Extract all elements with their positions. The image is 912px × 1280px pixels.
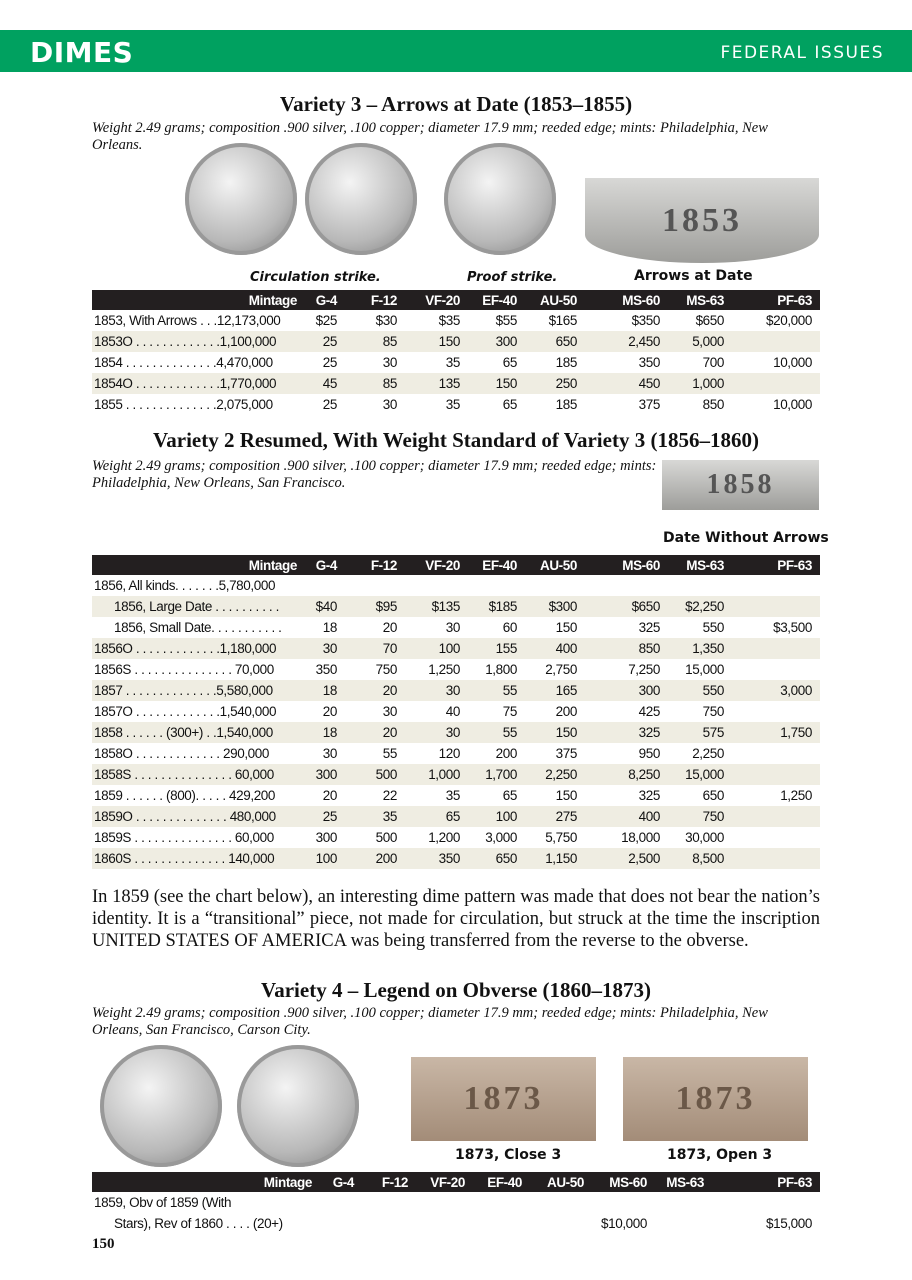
price-cell: $20,000: [766, 313, 812, 328]
price-cell: [525, 575, 585, 596]
table-row: [92, 659, 820, 680]
row-label: 1855 . . . . . . . . . . . . . .2,075,000: [94, 397, 273, 412]
price-cell: 2,500: [585, 848, 668, 869]
row-label: 1858 . . . . . . (300+) . .1,540,000: [92, 722, 305, 743]
price-cell: [405, 575, 468, 596]
price-cell: 120: [438, 746, 460, 761]
price-cell: 300: [468, 331, 525, 352]
column-header: AU-50: [525, 555, 585, 575]
price-cell: 18: [305, 680, 345, 701]
table-row: [92, 848, 820, 869]
price-cell: 250: [525, 373, 585, 394]
price-cell: 650: [702, 788, 724, 803]
price-cell: $15,000: [766, 1216, 812, 1231]
price-cell: 65: [502, 397, 517, 412]
closeup-date-without-arrows: [662, 460, 819, 510]
price-cell: 650: [468, 848, 525, 869]
price-cell: 15,000: [685, 662, 724, 677]
column-header: AU-50: [530, 1172, 592, 1192]
price-cell: 350: [315, 662, 337, 677]
price-cell: 350: [405, 848, 468, 869]
price-cell: 35: [445, 355, 460, 370]
price-cell: 2,250: [692, 746, 724, 761]
price-cell: 10,000: [773, 397, 812, 412]
price-cell: [530, 1192, 592, 1213]
row-label: 1856, Large Date . . . . . . . . . .: [92, 596, 305, 617]
table-row: [92, 394, 820, 415]
price-cell: [362, 1213, 416, 1234]
price-cell: 22: [382, 788, 397, 803]
price-cell: 30: [445, 620, 460, 635]
price-cell: 300: [305, 764, 345, 785]
price-cell: $650: [585, 596, 668, 617]
price-cell: 325: [585, 722, 668, 743]
price-cell: 750: [375, 662, 397, 677]
price-cell: 650: [525, 331, 585, 352]
closeup-date: 1873: [675, 1080, 756, 1117]
price-cell: [732, 827, 820, 848]
section-title: DIMES: [30, 36, 134, 69]
price-cell: 325: [638, 788, 660, 803]
price-cell: 25: [322, 355, 337, 370]
table-row: [92, 1192, 820, 1213]
price-cell: [473, 1192, 530, 1213]
price-cell: 325: [638, 620, 660, 635]
price-cell: 550: [702, 620, 724, 635]
price-cell: 425: [638, 704, 660, 719]
price-cell: 30: [305, 638, 345, 659]
price-cell: 100: [305, 848, 345, 869]
row-label: 1856, All kinds. . . . . . .5,780,000: [94, 578, 276, 593]
price-cell: 165: [525, 680, 585, 701]
column-header: G-4: [305, 555, 345, 575]
price-cell: 5,000: [668, 331, 732, 352]
price-cell: $30: [375, 313, 397, 328]
table-header-row: [92, 290, 820, 310]
price-cell: 15,000: [668, 764, 732, 785]
price-cell: $40: [305, 596, 345, 617]
price-cell: 25: [322, 397, 337, 412]
price-cell: 25: [305, 331, 345, 352]
price-cell: [320, 1192, 362, 1213]
price-cell: 20: [322, 704, 337, 719]
price-cell: $35: [438, 313, 460, 328]
price-cell: 185: [555, 397, 577, 412]
column-header: G-4: [320, 1172, 362, 1192]
price-cell: 450: [585, 373, 668, 394]
price-cell: 20: [382, 620, 397, 635]
variety4-spec: Weight 2.49 grams; composition .900 silver, .100 copper; diameter 17.9 mm; reeded edge; mints: Philadelphia, New Orleans, San Francisco, Carson City.: [92, 1005, 768, 1038]
table-row: [92, 764, 820, 785]
price-cell: 150: [405, 331, 468, 352]
table-header-row: [92, 555, 820, 575]
caption-arrows-at-date: Arrows at Date: [634, 268, 753, 284]
price-cell: 185: [555, 355, 577, 370]
price-cell: 7,250: [628, 662, 660, 677]
table-row: [92, 722, 820, 743]
table-row: [92, 638, 820, 659]
caption-date-without-arrows: Date Without Arrows: [663, 530, 829, 546]
column-header: Mintage: [92, 555, 305, 575]
price-cell: 30: [322, 746, 337, 761]
price-cell: 100: [468, 806, 525, 827]
price-cell: 2,750: [545, 662, 577, 677]
price-cell: 35: [345, 806, 405, 827]
variety3-price-table: [92, 290, 820, 415]
price-cell: [416, 1213, 473, 1234]
column-header: Mintage: [92, 290, 305, 310]
price-cell: 850: [702, 397, 724, 412]
row-label: 1853O . . . . . . . . . . . . .1,100,000: [92, 331, 305, 352]
price-cell: 950: [638, 746, 660, 761]
column-header: PF-63: [732, 290, 820, 310]
table-row: [92, 596, 820, 617]
price-cell: 65: [405, 806, 468, 827]
price-cell: [732, 638, 820, 659]
price-cell: 850: [585, 638, 668, 659]
price-cell: [732, 806, 820, 827]
column-header: VF-20: [405, 290, 468, 310]
price-cell: 500: [345, 764, 405, 785]
price-cell: [732, 701, 820, 722]
price-cell: [712, 1192, 820, 1213]
row-label: Stars), Rev of 1860 . . . . (20+): [114, 1216, 283, 1231]
caption-proof: Proof strike.: [467, 270, 558, 285]
price-cell: 300: [315, 830, 337, 845]
row-label: 1856, Small Date. . . . . . . . . . .: [114, 620, 282, 635]
price-cell: [592, 1192, 655, 1213]
table-row: [92, 575, 820, 596]
price-cell: 150: [525, 722, 585, 743]
price-cell: 1,000: [668, 373, 732, 394]
price-cell: 30: [382, 355, 397, 370]
row-label: 1859 . . . . . . (800). . . . . 429,200: [94, 788, 276, 803]
table-row: [92, 701, 820, 722]
price-cell: 200: [345, 848, 405, 869]
price-cell: 3,000: [732, 680, 820, 701]
variety2-price-table: [92, 555, 820, 869]
column-header: AU-50: [525, 290, 585, 310]
price-cell: [416, 1192, 473, 1213]
row-label: 1860S . . . . . . . . . . . . . . 140,000: [92, 848, 305, 869]
price-cell: 750: [702, 704, 724, 719]
price-cell: [732, 331, 820, 352]
column-header: MS-63: [655, 1172, 712, 1192]
variety2-title: Variety 2 Resumed, With Weight Standard of Variety 3 (1856–1860): [153, 428, 759, 452]
price-cell: 30: [382, 704, 397, 719]
column-header: MS-60: [592, 1172, 655, 1192]
price-cell: 375: [555, 746, 577, 761]
closeup-close-3: [411, 1057, 596, 1141]
price-cell: 100: [405, 638, 468, 659]
price-cell: 1,250: [780, 788, 812, 803]
caption-close-3: 1873, Close 3: [455, 1147, 562, 1163]
price-cell: 200: [555, 704, 577, 719]
price-cell: 1,350: [668, 638, 732, 659]
price-cell: 55: [382, 746, 397, 761]
price-cell: $300: [525, 596, 585, 617]
coin-reverse-circulation: [305, 143, 417, 255]
price-cell: $135: [405, 596, 468, 617]
price-cell: $650: [695, 313, 724, 328]
row-label: 1859, Obv of 1859 (With: [94, 1195, 232, 1210]
column-header: F-12: [362, 1172, 416, 1192]
column-header: EF-40: [473, 1172, 530, 1192]
closeup-date: 1873: [463, 1080, 544, 1117]
price-cell: 2,450: [585, 331, 668, 352]
price-cell: 20: [345, 680, 405, 701]
coin-obverse-proof: [444, 143, 556, 255]
column-header: Mintage: [92, 1172, 320, 1192]
price-cell: 30,000: [685, 830, 724, 845]
price-cell: [655, 1192, 712, 1213]
price-cell: [585, 575, 668, 596]
category-title: FEDERAL ISSUES: [720, 43, 884, 63]
variety2-spec: Weight 2.49 grams; composition .900 silver, .100 copper; diameter 17.9 mm; reeded edge; mints: Philadelphia, New Orleans, San Francisco.: [92, 458, 657, 491]
coin-obverse-circulation: [185, 143, 297, 255]
price-cell: [732, 764, 820, 785]
row-label: 1854O . . . . . . . . . . . . .1,770,000: [92, 373, 305, 394]
price-cell: 8,250: [585, 764, 668, 785]
price-cell: 150: [555, 620, 577, 635]
price-cell: [305, 575, 345, 596]
price-cell: 1,800: [485, 662, 517, 677]
price-cell: 750: [668, 806, 732, 827]
price-cell: 35: [445, 788, 460, 803]
row-label: 1858O . . . . . . . . . . . . . 290,000: [94, 746, 270, 761]
coin-reverse-variety4: [237, 1045, 359, 1167]
price-cell: 155: [468, 638, 525, 659]
column-header: PF-63: [712, 1172, 820, 1192]
price-cell: 300: [585, 680, 668, 701]
price-cell: 65: [502, 355, 517, 370]
price-cell: $350: [631, 313, 660, 328]
price-cell: [320, 1213, 362, 1234]
price-cell: 30: [405, 722, 468, 743]
price-cell: 10,000: [773, 355, 812, 370]
price-cell: 75: [502, 704, 517, 719]
price-cell: 70: [345, 638, 405, 659]
price-cell: 45: [305, 373, 345, 394]
table-row: [92, 617, 820, 638]
price-cell: 25: [305, 806, 345, 827]
price-cell: 150: [555, 788, 577, 803]
price-cell: 55: [468, 680, 525, 701]
closeup-date: 1853: [662, 201, 742, 239]
price-cell: $185: [468, 596, 525, 617]
price-cell: [362, 1192, 416, 1213]
price-cell: 575: [668, 722, 732, 743]
price-cell: 700: [702, 355, 724, 370]
price-cell: [345, 575, 405, 596]
price-cell: 1,700: [468, 764, 525, 785]
column-header: F-12: [345, 290, 405, 310]
price-cell: $165: [548, 313, 577, 328]
price-cell: 135: [405, 373, 468, 394]
price-cell: 20: [322, 788, 337, 803]
table-row: [92, 785, 820, 806]
row-label: 1857O . . . . . . . . . . . . .1,540,000: [94, 704, 277, 719]
variety4-price-table: [92, 1172, 820, 1234]
price-cell: 1,000: [405, 764, 468, 785]
price-cell: 30: [382, 397, 397, 412]
column-header: G-4: [305, 290, 345, 310]
variety4-title: Variety 4 – Legend on Obverse (1860–1873): [260, 978, 652, 1002]
row-label: 1853, With Arrows . . .12,173,000: [94, 313, 281, 328]
table-row: [92, 743, 820, 764]
price-cell: 85: [345, 331, 405, 352]
price-cell: 18: [322, 620, 337, 635]
price-cell: 150: [468, 373, 525, 394]
column-header: VF-20: [416, 1172, 473, 1192]
price-cell: 550: [668, 680, 732, 701]
price-cell: $10,000: [601, 1216, 647, 1231]
price-cell: 1,200: [428, 830, 460, 845]
price-cell: $3,500: [773, 620, 812, 635]
price-cell: [468, 575, 525, 596]
price-cell: 500: [375, 830, 397, 845]
price-cell: 65: [502, 788, 517, 803]
column-header: PF-63: [732, 555, 820, 575]
price-cell: 60: [502, 620, 517, 635]
variety3-spec: Weight 2.49 grams; composition .900 silver, .100 copper; diameter 17.9 mm; reeded edge; mints: Philadelphia, New Orleans.: [92, 120, 768, 153]
column-header: EF-40: [468, 555, 525, 575]
price-cell: [732, 848, 820, 869]
table-row: [92, 373, 820, 394]
price-cell: 85: [345, 373, 405, 394]
price-cell: 200: [495, 746, 517, 761]
price-cell: [530, 1213, 592, 1234]
price-cell: 18: [305, 722, 345, 743]
row-label: 1854 . . . . . . . . . . . . . .4,470,000: [94, 355, 273, 370]
variety3-title: Variety 3 – Arrows at Date (1853–1855): [279, 92, 633, 116]
closeup-arrows-at-date: [585, 178, 819, 263]
caption-circulation: Circulation strike.: [250, 270, 381, 285]
table-row: [92, 827, 820, 848]
row-label: 1857 . . . . . . . . . . . . . .5,580,000: [92, 680, 305, 701]
price-cell: 35: [445, 397, 460, 412]
price-cell: 1,250: [428, 662, 460, 677]
price-cell: 400: [525, 638, 585, 659]
row-label: 1859S . . . . . . . . . . . . . . . 60,000: [94, 830, 274, 845]
table-row: [92, 680, 820, 701]
price-cell: $25: [315, 313, 337, 328]
price-cell: [668, 575, 732, 596]
price-cell: 30: [405, 680, 468, 701]
page-number: 150: [92, 1236, 115, 1252]
price-cell: [655, 1213, 712, 1234]
column-header: F-12: [345, 555, 405, 575]
price-cell: [732, 659, 820, 680]
table-header-row: [92, 1172, 820, 1192]
price-cell: [473, 1213, 530, 1234]
price-cell: [732, 373, 820, 394]
table-row: [92, 331, 820, 352]
price-cell: $2,250: [668, 596, 732, 617]
row-label: 1859O . . . . . . . . . . . . . . 480,000: [92, 806, 305, 827]
table-row: [92, 806, 820, 827]
price-cell: 2,250: [525, 764, 585, 785]
caption-open-3: 1873, Open 3: [667, 1147, 773, 1163]
closeup-date: 1858: [706, 469, 775, 500]
price-cell: 275: [525, 806, 585, 827]
column-header: MS-60: [585, 555, 668, 575]
body-paragraph: In 1859 (see the chart below), an interesting dime pattern was made that does not bear the nation’s identity. It is a “transitional” piece, not made for circulation, but struck at the time the inscription UNITED STATES OF AMERICA was being transferred from the reverse to the obverse.: [92, 887, 820, 951]
price-cell: 20: [345, 722, 405, 743]
price-cell: 18,000: [621, 830, 660, 845]
price-cell: 1,750: [732, 722, 820, 743]
price-cell: 55: [468, 722, 525, 743]
column-header: MS-60: [585, 290, 668, 310]
price-cell: 40: [445, 704, 460, 719]
price-cell: $55: [495, 313, 517, 328]
price-cell: 5,750: [545, 830, 577, 845]
price-cell: 400: [585, 806, 668, 827]
price-cell: 3,000: [485, 830, 517, 845]
row-label: 1856O . . . . . . . . . . . . .1,180,000: [92, 638, 305, 659]
column-header: EF-40: [468, 290, 525, 310]
table-row: [92, 352, 820, 373]
table-row: [92, 1213, 820, 1234]
column-header: MS-63: [668, 290, 732, 310]
column-header: VF-20: [405, 555, 468, 575]
price-cell: 8,500: [668, 848, 732, 869]
row-label: 1856S . . . . . . . . . . . . . . . 70,000: [94, 662, 274, 677]
closeup-open-3: [623, 1057, 808, 1141]
coin-obverse-variety4: [100, 1045, 222, 1167]
price-cell: 1,150: [525, 848, 585, 869]
column-header: MS-63: [668, 555, 732, 575]
section-header: [0, 30, 912, 72]
price-cell: 350: [638, 355, 660, 370]
price-cell: 375: [638, 397, 660, 412]
price-cell: [732, 575, 820, 596]
price-cell: [732, 596, 820, 617]
price-cell: $95: [345, 596, 405, 617]
table-row: [92, 310, 820, 331]
row-label: 1858S . . . . . . . . . . . . . . . 60,000: [92, 764, 305, 785]
price-cell: [732, 743, 820, 764]
